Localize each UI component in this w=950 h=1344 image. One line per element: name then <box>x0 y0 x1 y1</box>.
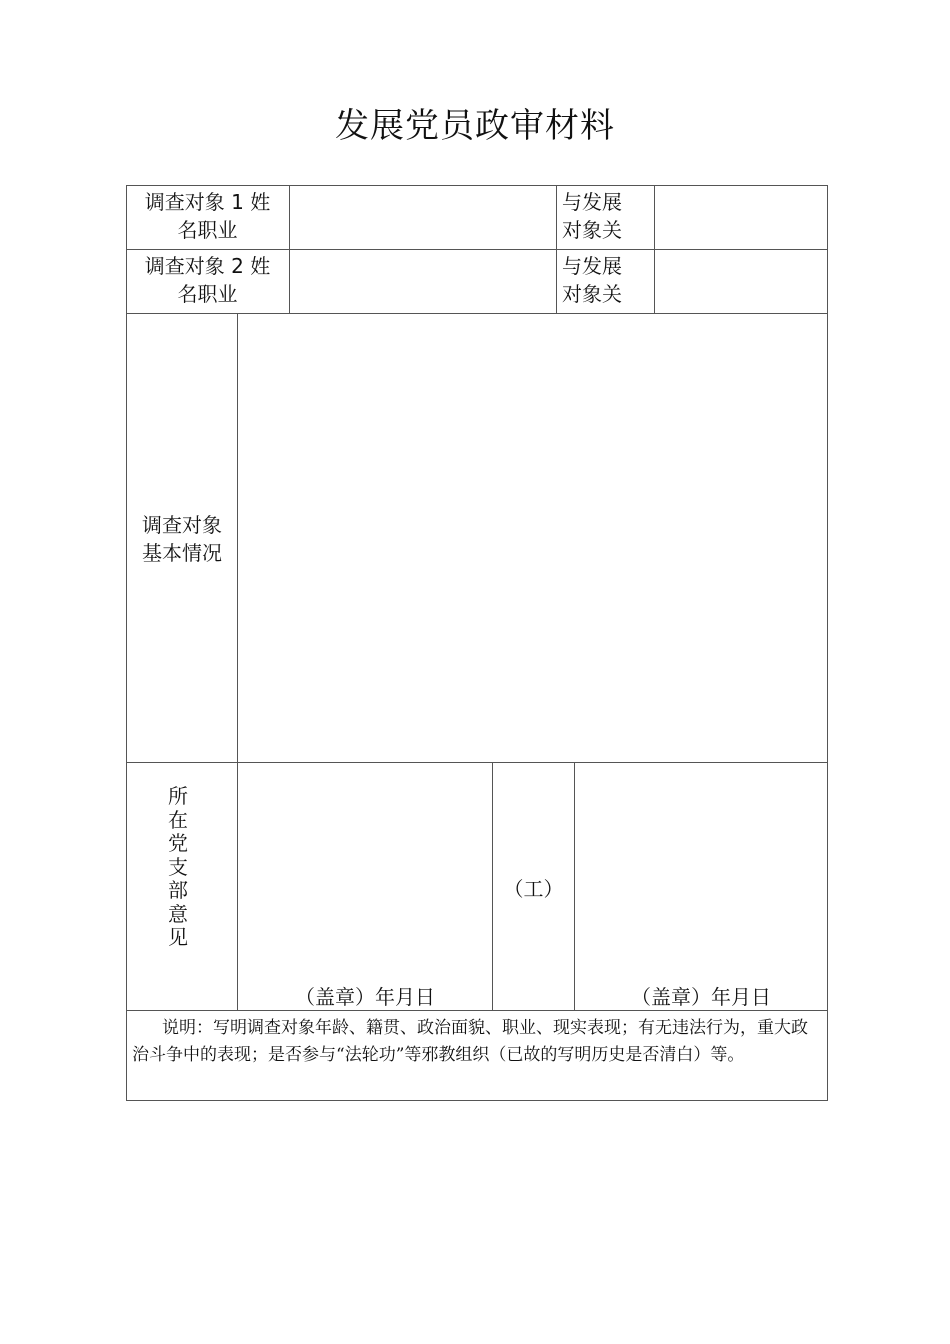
investigation-object-2-label: 调查对象 2 姓名职业 <box>144 254 271 306</box>
table-border-left <box>126 185 127 1101</box>
opinion-middle-right-divider <box>574 762 575 1011</box>
row-divider-3 <box>126 762 828 763</box>
page-title: 发展党员政审材料 <box>335 106 615 146</box>
investigation-object-1-label: 调查对象 1 姓名职业 <box>144 190 271 242</box>
investigation-object-2-relation-field[interactable] <box>655 250 827 313</box>
right-seal-date: （盖章）年月日 <box>631 985 771 1009</box>
investigation-object-1-relation-field[interactable] <box>655 186 827 249</box>
political-review-form <box>126 185 828 1101</box>
investigation-object-1-name-field[interactable] <box>290 186 556 249</box>
investigation-object-1-relation-label: 与发展对象关 <box>562 190 622 242</box>
form-instructions: 说明：写明调查对象年龄、籍贯、政治面貌、职业、现实表现；有无违法行为，重大政治斗争中的表现；是否参与“法轮功”等邪教组织（已故的写明历史是否清白）等。 <box>132 1018 808 1065</box>
investigation-object-2-relation-label: 与发展对象关 <box>562 254 622 306</box>
party-branch-opinion-label: 所在党支部意见 <box>168 784 188 949</box>
basic-information-label: 调查对象基本情况 <box>142 513 222 565</box>
investigation-object-2-name-field[interactable] <box>290 250 556 313</box>
table-border-right <box>827 185 828 1101</box>
party-branch-seal-date: （盖章）年月日 <box>295 985 435 1009</box>
relation-label-divider <box>556 185 557 314</box>
middle-opinion-label: （工） <box>503 877 564 901</box>
table-border-bottom <box>126 1100 828 1101</box>
basic-information-field[interactable] <box>238 314 827 762</box>
